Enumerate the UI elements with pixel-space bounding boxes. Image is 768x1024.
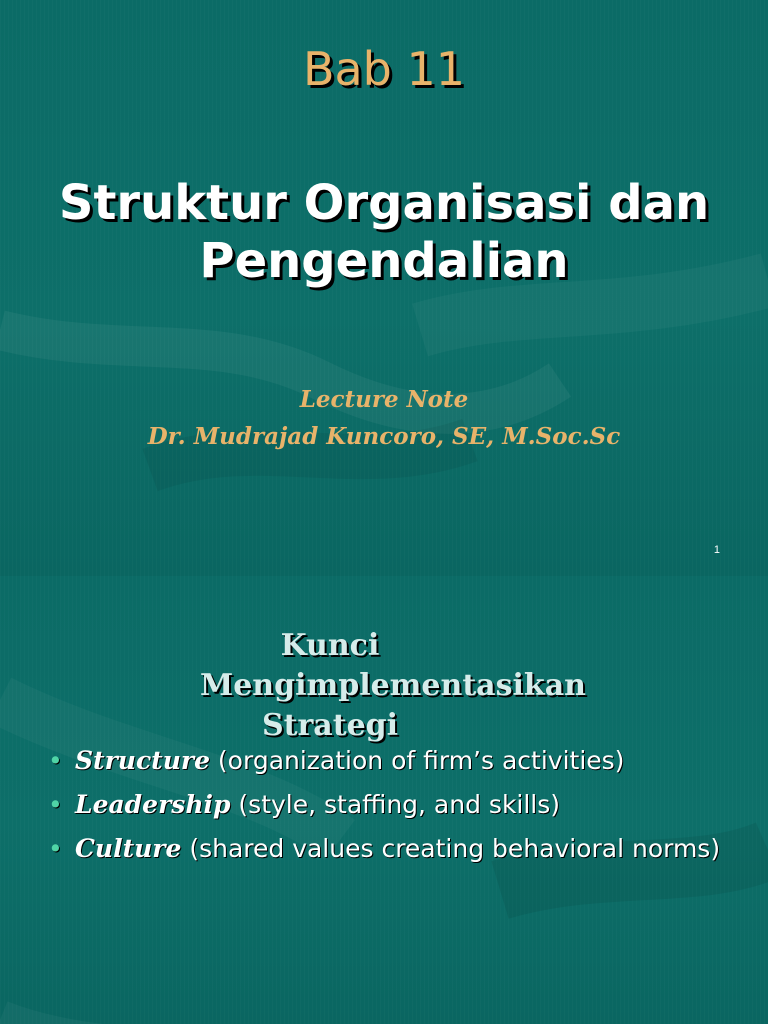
bullet-text: (organization of firm’s activities) [209,746,625,775]
bullet-icon: • [48,834,63,863]
subtitle: Lecture Note [299,386,469,413]
slide-title-line-2: Mengimplementasikan [200,668,586,703]
chapter-title: Bab 11 [302,42,466,96]
content-slide [0,576,768,1024]
slide-title-line-1: Struktur Organisasi dan [58,175,710,231]
slide-title-line-2: Pengendalian [199,233,569,289]
bullet-term: Leadership [75,790,231,819]
bullet-term: Culture [75,834,182,863]
bullet-icon: • [48,790,63,819]
slide-number: 1 [713,544,720,556]
bullet-list [44,743,744,875]
bullet-icon: • [48,746,63,775]
bullet-text: (style, staffing, and skills) [230,790,561,819]
bullet-item [44,743,744,778]
slide-title-line-3: Strategi [261,708,399,743]
slide-title [10,174,758,290]
slide-title [200,626,586,746]
author: Dr. Mudrajad Kuncoro, SE, M.Soc.Sc [147,423,621,450]
bullet-text: (shared values creating behavioral norms) [181,834,721,863]
bullet-item [44,831,744,866]
bullet-term: Structure [75,746,210,775]
slide-title-line-1: Kunci [280,628,380,663]
bullet-item [44,787,744,822]
